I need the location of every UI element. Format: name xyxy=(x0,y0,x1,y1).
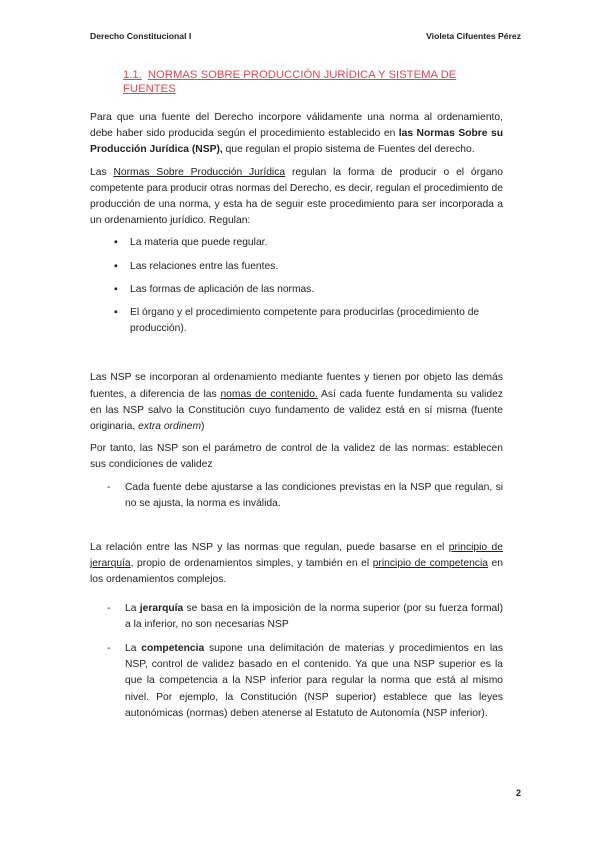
page-number: 2 xyxy=(515,788,521,798)
text-run: , propio de ordenamientos simples, y también en el xyxy=(130,558,373,570)
section-number: 1.1. xyxy=(123,69,142,81)
bold-term: competencia xyxy=(141,643,205,655)
list-item-jerarquia xyxy=(90,601,503,633)
paragraph-nsp-parameter: Por tanto, las NSP son el parámetro de control de la validez de las normas: establecen sus condiciones de validez xyxy=(90,443,503,471)
list-item xyxy=(90,305,503,337)
list-item-competencia xyxy=(90,641,503,722)
text-run: Así cada fuente fundamenta su validez en las NSP salvo la Constitución cuyo fundamento de validez está en sí misma (fuente originaria, xyxy=(90,388,503,433)
list-item-text: Cada fuente debe ajustarse a las condiciones previstas en la NSP que regulan, si no se ajusta, la norma es inválida. xyxy=(125,481,503,509)
list-item-text: Las relaciones entre las fuentes. xyxy=(130,260,279,272)
paragraph-nsp-definition xyxy=(90,165,503,230)
square-bullet-icon: ▪ xyxy=(114,237,118,249)
text-run: ) xyxy=(201,421,205,433)
underlined-term: principio de competencia xyxy=(372,558,488,570)
square-bullet-icon: ▪ xyxy=(114,307,118,319)
text-run: Para que una fuente del Derecho incorpore válidamente una norma al ordenamiento, debe haber sido producida según el procedimiento establecido en xyxy=(90,112,503,140)
bold-term: jerarquía xyxy=(139,602,184,614)
spacer xyxy=(90,520,503,540)
dash-bullet-icon: - xyxy=(107,643,111,655)
square-bullet-icon: ▪ xyxy=(114,260,118,272)
text-run: Las NSP se incorporan al ordenamiento mediante fuentes y tienen por objeto las demás fuentes, a diferencia de las xyxy=(90,372,503,400)
paragraph-nsp-incorporation xyxy=(90,370,503,435)
text-run: supone una delimitación de materias y procedimientos en las NSP, control de validez basado en el contenido. Ya que una NSP superior es la que la competencia a la NSP inferior para regular la norma que está al mismo nivel. Por ejemplo, la Constitución (NSP superior) establece que las leyes autonómicas (normas) deben atenerse al Estatuto de Autonomía (NSP inferior). xyxy=(125,643,503,719)
text-run: se basa en la imposición de la norma superior (por su fuerza formal) a la inferior, no son necesarias NSP xyxy=(125,602,503,630)
underlined-term: nomas de contenido. xyxy=(220,388,318,400)
header-author: Violeta Cifuentes Pérez xyxy=(426,31,521,41)
list-item xyxy=(90,259,503,275)
header-course: Derecho Constitucional I xyxy=(90,31,192,41)
bold-term-nsp: las Normas Sobre su Producción Jurídica (NSP), xyxy=(90,128,503,156)
principles-list xyxy=(90,601,503,722)
regulation-list xyxy=(90,235,503,337)
paragraph-principles xyxy=(90,540,503,589)
list-item-text: Las formas de aplicación de las normas. xyxy=(130,283,315,295)
underlined-term: principio de jerarquía xyxy=(90,542,504,570)
dash-bullet-icon: - xyxy=(107,602,111,614)
text-run: regulan la forma de producir o el órgano competente para producir otras normas del Derecho, es decir, regulan el procedimiento de producción de una norma, y esta ha de seguir este procedimiento para ser incorporada a un ordenamiento jurídico. Regulan: xyxy=(90,166,503,227)
text-run: La xyxy=(125,643,142,655)
paragraph-nsp-intro xyxy=(90,110,503,159)
list-item xyxy=(90,282,503,298)
section-title: NORMAS SOBRE PRODUCCIÓN JURÍDICA Y SISTEMA DE FUENTES xyxy=(123,69,457,95)
list-item xyxy=(90,235,503,251)
list-item xyxy=(90,480,503,512)
text-run: La xyxy=(125,602,140,614)
underlined-term: Normas Sobre Producción Jurídica xyxy=(113,166,286,178)
dash-bullet-icon: - xyxy=(107,481,111,493)
validity-list xyxy=(90,480,503,512)
section-heading xyxy=(123,68,503,96)
text-run: La relación entre las NSP y las normas que regulan, puede basarse en el xyxy=(90,542,449,554)
text-run: Las xyxy=(90,166,114,178)
italic-term: extra ordinem xyxy=(138,421,202,433)
list-item-text: El órgano y el procedimiento competente para producirlas (procedimiento de producción). xyxy=(130,307,480,335)
text-run: que regulan el propio sistema de Fuentes del derecho. xyxy=(222,144,475,156)
list-item-text: La materia que puede regular. xyxy=(130,237,268,249)
page-body xyxy=(90,110,503,730)
spacer xyxy=(90,344,503,370)
text-run: en los ordenamientos complejos. xyxy=(90,558,503,586)
square-bullet-icon: ▪ xyxy=(114,283,118,295)
